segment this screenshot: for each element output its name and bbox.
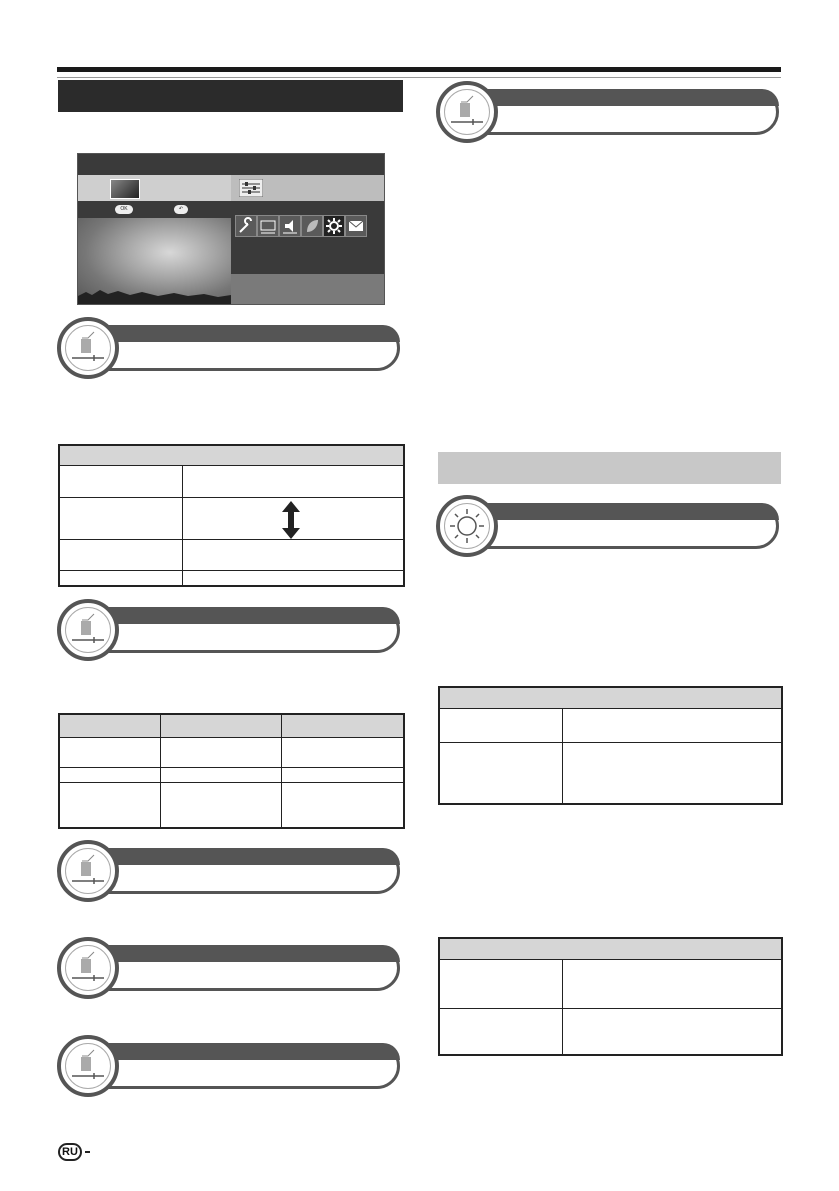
section-heading-band [58, 80, 403, 112]
speaker-icon [65, 848, 111, 894]
up-down-arrow-icon [282, 501, 300, 539]
table-column-divider [562, 959, 563, 1054]
section-badge-speaker-4 [57, 937, 402, 1003]
table-settings-4 [438, 937, 783, 1056]
badge-bar-header [87, 1043, 400, 1060]
table-settings-2 [58, 713, 405, 829]
table-column-divider [182, 465, 183, 585]
treeline-silhouette [78, 218, 231, 304]
sliders-icon [239, 179, 263, 197]
table-header [440, 939, 781, 960]
badge-circle [436, 495, 498, 557]
sky-image [78, 218, 231, 304]
table-row-divider [60, 767, 403, 768]
badge-circle [57, 937, 119, 999]
badge-bar-header [87, 607, 400, 624]
top-rule-thin [57, 77, 781, 78]
settings-icon [323, 215, 345, 237]
brightness-icon [444, 503, 490, 549]
speaker-icon [65, 1043, 111, 1089]
section-badge-speaker-1 [57, 317, 402, 383]
section-badge-speaker-right [436, 81, 781, 147]
eco-leaf-icon [301, 215, 323, 237]
speaker-icon [279, 215, 301, 237]
badge-bar-header [87, 848, 400, 865]
badge-bar-header [466, 89, 779, 106]
language-badge: RU [58, 1143, 82, 1161]
badge-circle [57, 599, 119, 661]
badge-circle [57, 840, 119, 902]
wrench-icon [235, 215, 257, 237]
badge-bar-header [87, 945, 400, 962]
badge-circle [57, 1035, 119, 1097]
mail-icon [345, 215, 367, 237]
tv-button-bar [78, 201, 231, 218]
table-column-divider [281, 715, 282, 827]
table-header [440, 688, 781, 709]
tv-menu-row [78, 175, 384, 201]
ok-button: OK [115, 205, 133, 214]
speaker-icon [65, 607, 111, 653]
tv-screen-illustration [77, 153, 385, 305]
tv-panel-footer [231, 274, 384, 304]
table-row-divider [60, 539, 403, 540]
table-row-divider [440, 742, 781, 743]
section-badge-speaker-2 [57, 599, 402, 665]
section-badge-speaker-3 [57, 840, 402, 906]
top-rule [57, 67, 781, 72]
table-column-divider [160, 715, 161, 827]
tv-settings-box [231, 175, 384, 201]
section-badge-speaker-5 [57, 1035, 402, 1101]
table-row-divider [440, 1008, 781, 1009]
badge-bar-header [87, 325, 400, 342]
section-badge-brightness [436, 495, 781, 561]
table-row-divider [60, 497, 403, 498]
speaker-icon [444, 89, 490, 135]
page-separator [85, 1151, 90, 1153]
section-heading-band-grey [438, 452, 781, 484]
picture-thumbnail [110, 179, 140, 199]
table-header [60, 446, 403, 466]
badge-circle [436, 81, 498, 143]
table-row-divider [60, 570, 403, 571]
speaker-icon [65, 325, 111, 371]
table-row-divider [60, 782, 403, 783]
back-button: ↶ [174, 205, 188, 214]
badge-circle [57, 317, 119, 379]
badge-bar-header [466, 503, 779, 520]
table-settings-1 [58, 444, 405, 587]
tv-title-bar [78, 154, 384, 175]
table-header [60, 715, 403, 738]
picture-icon [257, 215, 279, 237]
table-settings-3 [438, 686, 783, 805]
table-column-divider [562, 708, 563, 803]
speaker-icon [65, 945, 111, 991]
